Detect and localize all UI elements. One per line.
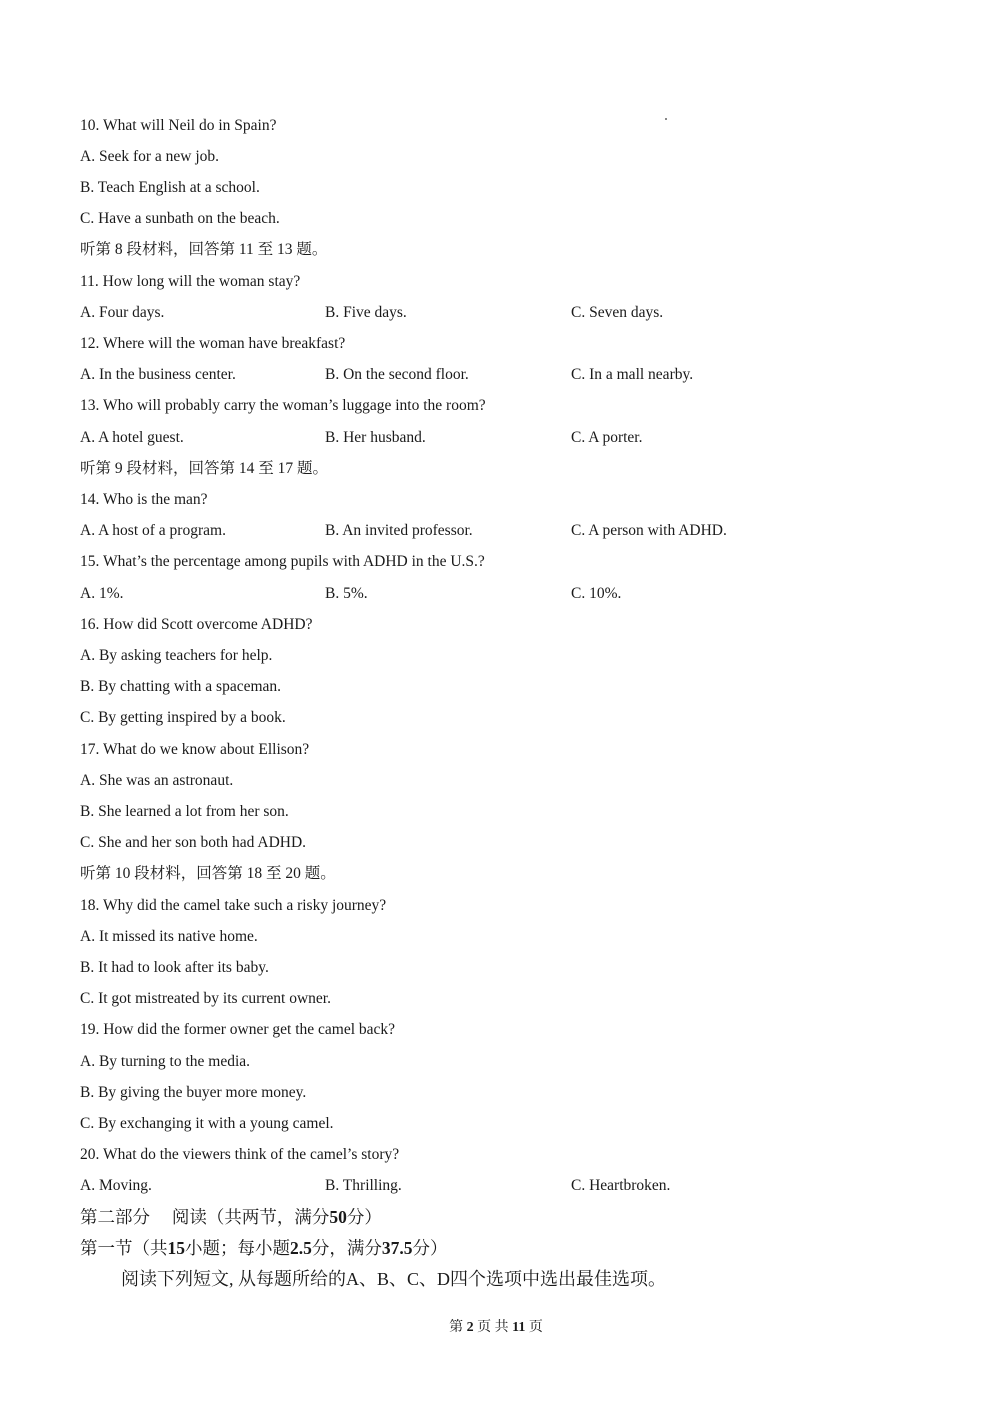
question-18-stem: 18. Why did the camel take such a risky journey? <box>80 897 387 914</box>
reading-instruction: 阅读下列短文, 从每题所给的A、B、C、D四个选项中选出最佳选项。 <box>121 1269 667 1289</box>
question-20-option-a: A. Moving. <box>80 1177 152 1194</box>
footer-mid: 页 共 <box>477 1320 509 1335</box>
question-17-option-a: A. She was an astronaut. <box>80 772 234 789</box>
question-10-stem: 10. What will Neil do in Spain? <box>80 117 277 134</box>
footer-prefix: 第 <box>449 1320 464 1335</box>
section-10-heading: 听第 10 段材料，回答第 18 至 20 题。 <box>80 865 336 882</box>
question-17-option-b: B. She learned a lot from her son. <box>80 803 289 820</box>
question-11-option-c: C. Seven days. <box>571 304 664 321</box>
question-10-option-a: A. Seek for a new job. <box>80 148 220 165</box>
question-17-option-c: C. She and her son both had ADHD. <box>80 834 307 851</box>
question-14-option-c: C. A person with ADHD. <box>571 522 727 539</box>
question-14-stem: 14. Who is the man? <box>80 491 208 508</box>
question-19-option-b: B. By giving the buyer more money. <box>80 1084 307 1101</box>
question-16-option-c: C. By getting inspired by a book. <box>80 709 286 726</box>
question-19-option-a: A. By turning to the media. <box>80 1053 251 1070</box>
section-9-heading: 听第 9 段材料，回答第 14 至 17 题。 <box>80 460 329 477</box>
part-2-title-suffix: 分） <box>346 1207 382 1227</box>
part-2-score: 50 <box>329 1207 347 1227</box>
section-1-total-score: 37.5 <box>381 1238 413 1258</box>
question-12-stem: 12. Where will the woman have breakfast? <box>80 335 346 352</box>
question-18-option-a: A. It missed its native home. <box>80 928 258 945</box>
question-11-stem: 11. How long will the woman stay? <box>80 273 301 290</box>
section-1-title-suffix: 分） <box>412 1238 448 1258</box>
question-11-option-b: B. Five days. <box>325 304 407 321</box>
section-1-title <box>80 1237 448 1259</box>
question-15-option-a: A. 1%. <box>80 585 124 602</box>
question-19-option-c: C. By exchanging it with a young camel. <box>80 1115 334 1132</box>
question-12-option-a: A. In the business center. <box>80 366 236 383</box>
section-1-title-prefix: 第一节（共 <box>80 1238 168 1258</box>
question-13-stem: 13. Who will probably carry the woman’s luggage into the room? <box>80 397 486 414</box>
question-20-option-c: C. Heartbroken. <box>571 1177 671 1194</box>
question-18-option-b: B. It had to look after its baby. <box>80 959 269 976</box>
part-2-title-text: 第二部分 阅读（共两节，满分 <box>80 1207 330 1227</box>
footer-page-number: 2 <box>466 1320 474 1335</box>
question-16-stem: 16. How did Scott overcome ADHD? <box>80 616 313 633</box>
section-1-count: 15 <box>167 1238 185 1258</box>
section-1-each-score: 2.5 <box>290 1238 312 1258</box>
footer-total-pages: 11 <box>512 1320 526 1335</box>
question-13-option-b: B. Her husband. <box>325 429 426 446</box>
question-17-stem: 17. What do we know about Ellison? <box>80 741 310 758</box>
question-19-stem: 19. How did the former owner get the camel back? <box>80 1021 396 1038</box>
question-14-option-a: A. A host of a program. <box>80 522 226 539</box>
question-10-option-c: C. Have a sunbath on the beach. <box>80 210 280 227</box>
question-15-stem: 15. What’s the percentage among pupils with ADHD in the U.S.? <box>80 553 485 570</box>
section-1-title-mid1: 小题；每小题 <box>185 1238 290 1258</box>
question-12-option-c: C. In a mall nearby. <box>571 366 694 383</box>
part-2-title <box>80 1206 382 1228</box>
section-8-heading: 听第 8 段材料，回答第 11 至 13 题。 <box>80 241 328 258</box>
question-15-option-c: C. 10%. <box>571 585 622 602</box>
question-10-option-b: B. Teach English at a school. <box>80 179 260 196</box>
question-11-option-a: A. Four days. <box>80 304 165 321</box>
question-18-option-c: C. It got mistreated by its current owner. <box>80 990 331 1007</box>
question-12-option-b: B. On the second floor. <box>325 366 469 383</box>
section-1-title-mid2: 分，满分 <box>311 1238 382 1258</box>
question-14-option-b: B. An invited professor. <box>325 522 473 539</box>
question-20-stem: 20. What do the viewers think of the camel’s story? <box>80 1146 400 1163</box>
question-16-option-a: A. By asking teachers for help. <box>80 647 273 664</box>
question-20-option-b: B. Thrilling. <box>325 1177 402 1194</box>
footer-suffix: 页 <box>528 1320 543 1335</box>
question-13-option-a: A. A hotel guest. <box>80 429 184 446</box>
page-footer <box>0 1318 992 1338</box>
question-16-option-b: B. By chatting with a spaceman. <box>80 678 282 695</box>
question-15-option-b: B. 5%. <box>325 585 368 602</box>
scan-speck <box>665 118 667 120</box>
question-13-option-c: C. A porter. <box>571 429 643 446</box>
